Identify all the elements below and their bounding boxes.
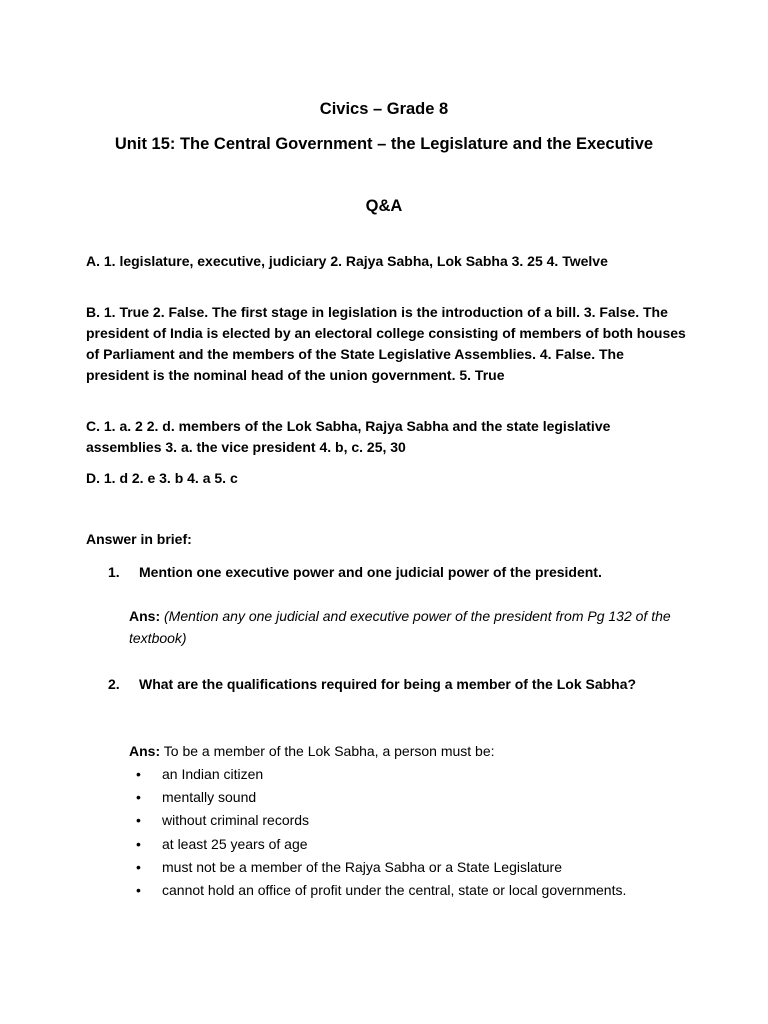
course-title: Civics – Grade 8 xyxy=(319,100,449,118)
bullet-icon: • xyxy=(136,812,141,829)
list-item-text: must not be a member of the Rajya Sabha or a State Legislature xyxy=(162,858,563,875)
bullet-icon: • xyxy=(136,835,141,852)
list-item-text: cannot hold an office of profit under the central, state or local governments. xyxy=(162,882,627,899)
question-text: What are the qualifications required for being a member of the Lok Sabha? xyxy=(139,676,637,692)
answer-2 xyxy=(129,740,677,762)
list-item-text: at least 25 years of age xyxy=(162,835,308,852)
question-text: Mention one executive power and one judicial power of the president. xyxy=(139,564,602,580)
answers-section-a: A. 1. legislature, executive, judiciary 2. Rajya Sabha, Lok Sabha 3. 25 4. Twelve xyxy=(86,253,608,269)
list-item xyxy=(136,809,656,832)
qualification-list xyxy=(136,763,656,902)
bullet-icon: • xyxy=(136,789,141,806)
qa-subtitle: Q&A xyxy=(365,197,403,215)
bullet-icon: • xyxy=(136,766,141,782)
answer-text: To be a member of the Lok Sabha, a person must be: xyxy=(163,743,495,759)
list-item xyxy=(136,856,656,879)
answers-section-d: D. 1. d 2. e 3. b 4. a 5. c xyxy=(86,470,238,486)
bullet-icon: • xyxy=(136,858,141,875)
answer-in-brief-heading: Answer in brief: xyxy=(86,531,192,547)
question-number: 2. xyxy=(108,676,120,692)
list-item-text: without criminal records xyxy=(162,812,310,829)
question-2 xyxy=(108,674,674,695)
bullet-icon: • xyxy=(136,882,141,899)
list-item xyxy=(136,786,656,809)
answer-1 xyxy=(129,605,677,649)
question-number: 1. xyxy=(108,564,120,580)
question-1 xyxy=(108,562,674,583)
list-item xyxy=(136,879,656,902)
list-item-text: mentally sound xyxy=(162,789,257,806)
list-item xyxy=(136,763,656,786)
list-item xyxy=(136,833,656,856)
answer-label: Ans: xyxy=(129,743,161,759)
unit-title: Unit 15: The Central Government – the Legislature and the Executive xyxy=(114,135,654,153)
list-item-text: an Indian citizen xyxy=(162,766,264,782)
answers-section-c: C. 1. a. 2 2. d. members of the Lok Sabha, Rajya Sabha and the state legislative assemblies 3. a. the vice president 4. b, c. 25, 30 xyxy=(86,418,611,455)
answer-label: Ans: xyxy=(129,608,161,624)
answer-text: (Mention any one judicial and executive power of the president from Pg 132 of the textbook) xyxy=(129,608,671,646)
answers-section-b: B. 1. True 2. False. The first stage in legislation is the introduction of a bill. 3. False. The president of India is elected by an electoral college consisting of members of both houses of Parliament and the members of the State Legislative Assemblies. 4. False. The president is the nominal head of the union government. 5. True xyxy=(86,304,686,383)
